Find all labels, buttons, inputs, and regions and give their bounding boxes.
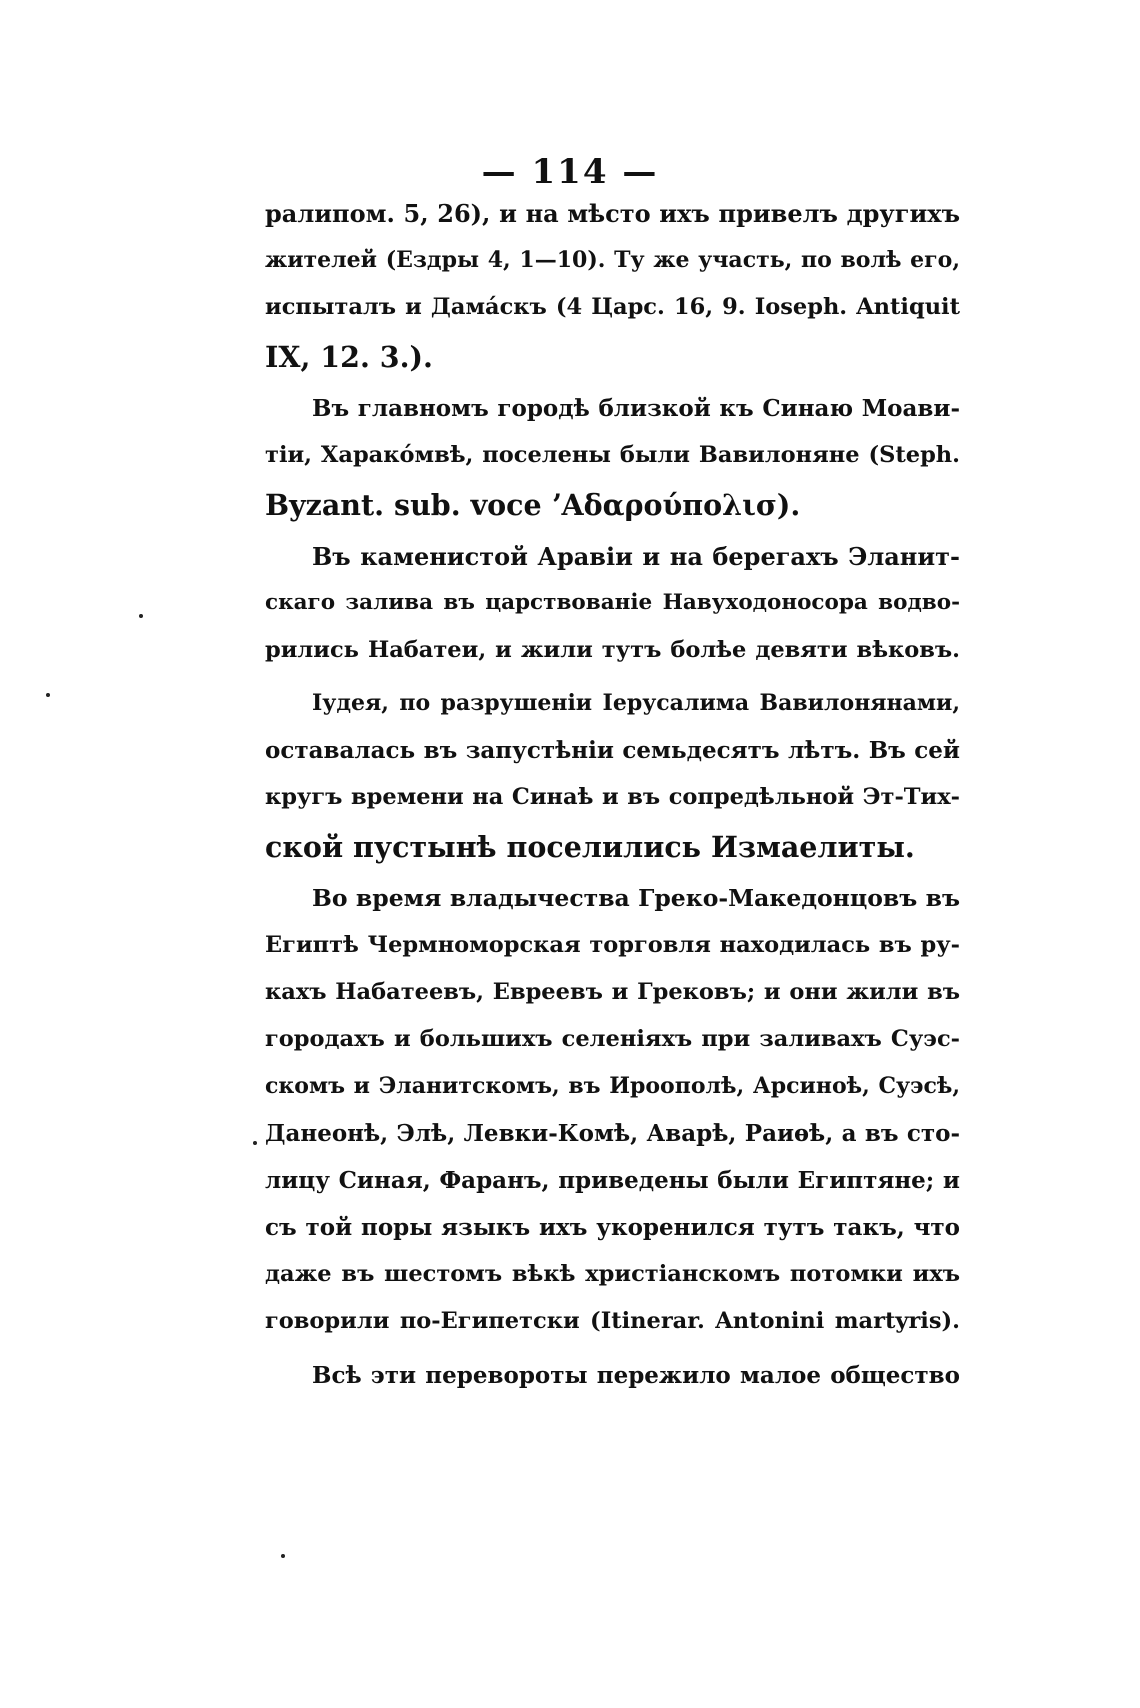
text-line: испыталъ и Дама́скъ (4 Царс. 16, 9. Ioseph. Antiquit xyxy=(265,294,960,320)
paragraph-start-line: Въ главномъ городѣ близкой къ Синаю Моави- xyxy=(312,395,960,422)
text-line: тіи, Харако́мвѣ, поселены были Вавилоняне (Steph. xyxy=(265,442,960,468)
paragraph-start-line: Іудея, по разрушеніи Іерусалима Вавилонянами, xyxy=(312,690,960,716)
text-line: съ той поры языкъ ихъ укоренился тутъ такъ, что xyxy=(265,1214,960,1241)
text-line: Данеонѣ, Элѣ, Левки-Комѣ, Аварѣ, Раиѳѣ, а въ сто- xyxy=(265,1120,960,1147)
scan-speck xyxy=(281,1554,285,1558)
scan-speck xyxy=(253,1141,257,1145)
text-line: кахъ Набатеевъ, Евреевъ и Грековъ; и они жили въ xyxy=(265,979,960,1005)
text-line: скаго залива въ царствованіе Навуходоносора водво- xyxy=(265,590,960,615)
text-line: ской пустынѣ поселились Измаелиты. xyxy=(265,830,915,864)
text-line: скомъ и Эланитскомъ, въ Ироополѣ, Арсиноѣ, Суэсѣ, xyxy=(265,1073,960,1099)
paragraph-start-line: Въ каменистой Аравіи и на берегахъ Эланит- xyxy=(312,542,960,571)
text-line: кругъ времени на Синаѣ и въ сопредѣльной Эт-Тих- xyxy=(265,784,960,810)
text-line: городахъ и большихъ селеніяхъ при заливахъ Суэс- xyxy=(265,1026,960,1052)
scan-speck xyxy=(46,693,50,697)
text-line: Египтѣ Чермноморская торговля находилась въ ру- xyxy=(265,932,960,958)
page-number: — 114 — xyxy=(481,152,659,192)
text-line: даже въ шестомъ вѣкѣ христіанскомъ потомки ихъ xyxy=(265,1261,960,1287)
text-line: Byzant. sub. voce ʼΑδαρούπολισ). xyxy=(265,488,801,522)
text-line: IX, 12. 3.). xyxy=(265,340,433,374)
text-line: рились Набатеи, и жили тутъ болѣе девяти вѣковъ. xyxy=(265,637,960,663)
text-line: оставалась въ запустѣніи семьдесятъ лѣтъ. Въ сей xyxy=(265,737,960,764)
text-line: говорили по-Египетски (Itinerar. Antonini martyris). xyxy=(265,1308,960,1334)
text-line: жителей (Ездры 4, 1—10). Ту же участь, по волѣ его, xyxy=(265,247,960,273)
scan-speck xyxy=(139,614,143,618)
text-line: ралипом. 5, 26), и на мѣсто ихъ привелъ другихъ xyxy=(265,199,960,228)
paragraph-start-line: Всѣ эти перевороты пережило малое общество xyxy=(312,1362,960,1389)
paragraph-start-line: Во время владычества Греко-Македонцовъ въ xyxy=(312,884,960,912)
text-line: лицу Синая, Фаранъ, приведены были Египтяне; и xyxy=(265,1167,960,1194)
